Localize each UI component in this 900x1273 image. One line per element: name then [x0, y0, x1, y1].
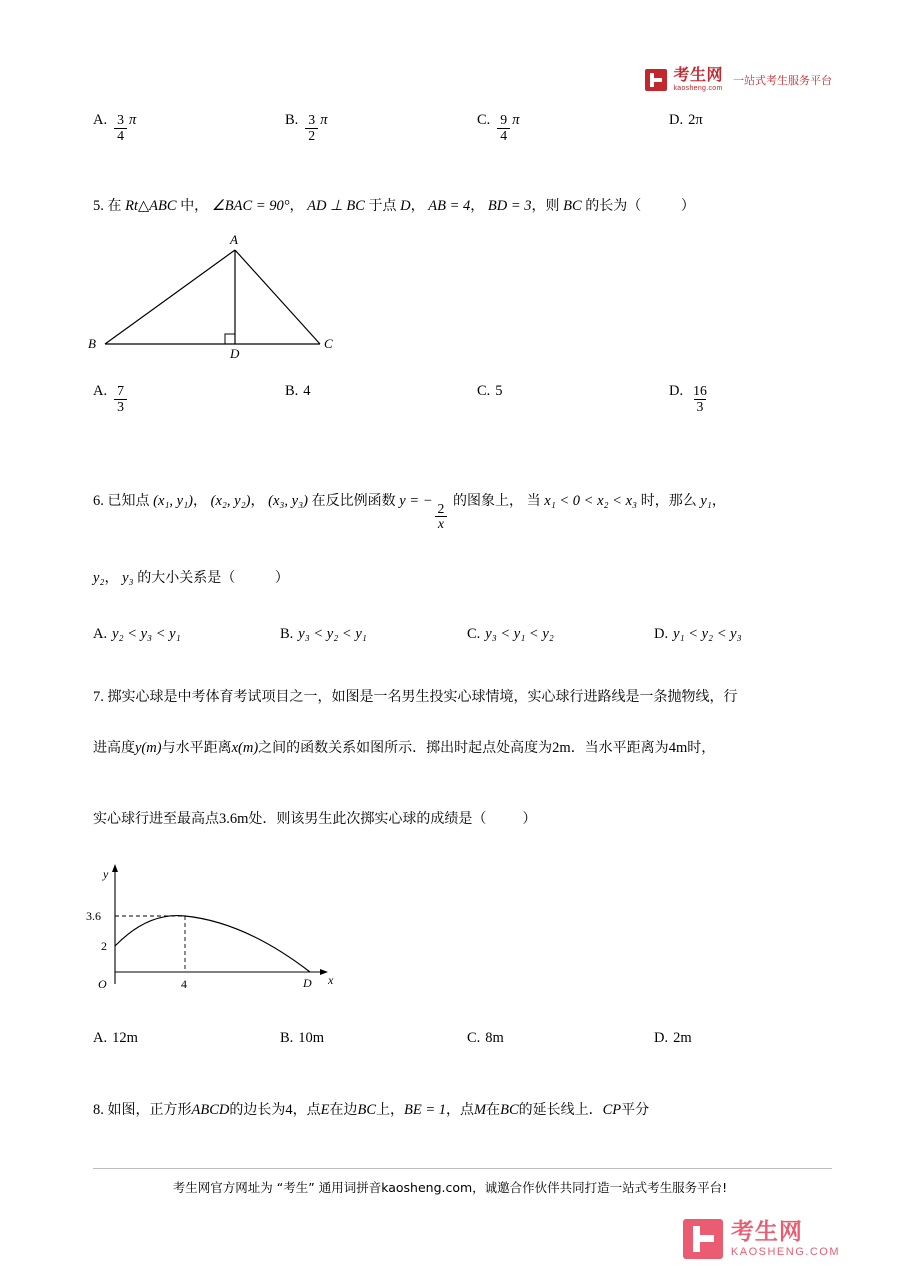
- q5-option-d-den: 3: [694, 399, 707, 415]
- q6-stem: [93, 487, 863, 532]
- watermark-mark-icon: [683, 1219, 723, 1259]
- svg-text:A: A: [230, 232, 238, 247]
- svg-text:C: C: [324, 336, 333, 351]
- q6-condition: x₁ < 0 < x₂ < x₃: [544, 493, 638, 509]
- q6-formula-lead: y = −: [399, 493, 433, 509]
- q5-comma-4: ，则: [531, 198, 560, 214]
- q6-comma-2: ，: [250, 493, 265, 509]
- q5-number: 5.: [93, 198, 104, 214]
- q5-option-b-label: B.: [285, 383, 299, 399]
- q6-number: 6.: [93, 493, 104, 509]
- q7-option-c-label: C.: [467, 1030, 481, 1046]
- svg-text:3.6: 3.6: [86, 909, 101, 923]
- q5-option-d-num: 16: [693, 383, 707, 398]
- footer-text: 考生网官方网址为 “考生” 通用词拼音kaosheng.com，诚邀合作伙伴共同打造一站式考生服务平台!: [172, 1180, 728, 1195]
- q4-option-a-fraction: [114, 113, 127, 144]
- q5-option-a[interactable]: [93, 383, 285, 415]
- q6-option-d-value: y₁ < y₂ < y₃: [673, 626, 742, 642]
- q5-option-b-value: 4: [303, 383, 311, 399]
- q6-stem-cont: [93, 565, 863, 593]
- q6-formula-fraction: [435, 502, 448, 533]
- q6-option-d-label: D.: [654, 626, 669, 642]
- q7-line3-b: 处．则该男生此次掷实心球的成绩是（: [248, 811, 487, 827]
- q5-options-row: [93, 383, 857, 415]
- q6-paren-close: ）: [274, 570, 289, 586]
- q8-text-1: 如图，正方形: [107, 1102, 192, 1118]
- q6-formula-den: x: [435, 516, 447, 532]
- q6-point-1: (x₁, y₁): [153, 493, 193, 509]
- q5-comma-3: ，: [470, 198, 485, 214]
- q5-paren-close: ）: [680, 198, 695, 214]
- q4-option-b-num: 3: [308, 112, 316, 127]
- q5-figure: [80, 232, 340, 362]
- q6-option-c[interactable]: [467, 626, 654, 643]
- q4-option-b-fraction: [305, 113, 318, 144]
- q5-option-d-label: D.: [669, 383, 684, 399]
- q8-stem: [93, 1097, 868, 1125]
- q7-option-d-value: 2m: [673, 1030, 692, 1046]
- q7-option-a[interactable]: [93, 1030, 280, 1047]
- q6-comma-4: ，: [104, 570, 119, 586]
- q7-option-a-label: A.: [93, 1030, 108, 1046]
- q6-option-b-label: B.: [280, 626, 294, 642]
- q7-option-b[interactable]: [280, 1030, 467, 1047]
- q7-distance-4m: 4m: [668, 740, 688, 756]
- q7-option-b-label: B.: [280, 1030, 294, 1046]
- q7-x-unit: x(m): [231, 740, 259, 756]
- q8-point-m: M: [474, 1102, 487, 1118]
- svg-text:4: 4: [181, 977, 187, 991]
- q8-abcd: ABCD: [191, 1102, 230, 1118]
- logo-sub: kaosheng.com: [673, 84, 723, 92]
- q6-option-d[interactable]: [654, 626, 742, 643]
- q6-text-5: 时，那么: [640, 493, 697, 509]
- q7-number: 7.: [93, 689, 104, 705]
- q5-option-b[interactable]: [285, 383, 477, 415]
- q7-stem-line1: [93, 684, 868, 712]
- svg-text:D: D: [230, 346, 240, 361]
- q6-option-a-label: A.: [93, 626, 108, 642]
- q6-y1: y₁: [700, 493, 712, 509]
- q7-figure: [70, 856, 360, 996]
- q7-option-b-value: 10m: [298, 1030, 325, 1046]
- q4-option-d-label: D.: [669, 112, 684, 128]
- q6-option-b[interactable]: [280, 626, 467, 643]
- q4-option-d[interactable]: [669, 112, 703, 144]
- q5-text-4: 的长为（: [585, 198, 642, 214]
- q4-option-b[interactable]: [285, 112, 477, 144]
- q5-angle: ∠BAC = 90°: [211, 198, 290, 214]
- q5-triangle-svg: [80, 232, 340, 362]
- q5-comma-1: ，: [289, 198, 304, 214]
- q8-text-8: 的延长线上．: [518, 1102, 603, 1118]
- q7-option-d-label: D.: [654, 1030, 669, 1046]
- q8-bc: BC: [357, 1102, 376, 1118]
- svg-text:B: B: [88, 336, 96, 351]
- q8-bc-2: BC: [500, 1102, 519, 1118]
- q5-option-d[interactable]: [669, 383, 712, 415]
- q4-option-d-value: 2π: [688, 112, 703, 128]
- q4-option-a[interactable]: [93, 112, 285, 144]
- q6-option-c-value: y₃ < y₁ < y₂: [485, 626, 554, 642]
- q7-line2-f: 时，: [687, 740, 716, 756]
- logo-name: 考生网: [673, 67, 723, 84]
- q8-text-7: 在: [486, 1102, 501, 1118]
- q7-line3-a: 实心球行进至最高点: [93, 811, 219, 827]
- q7-max-height: 3.6m: [219, 811, 249, 827]
- q5-bd: BD = 3: [487, 198, 532, 214]
- q7-parabola-chart-svg: [70, 856, 360, 996]
- q5-text-3: 于点: [368, 198, 397, 214]
- q5-option-a-label: A.: [93, 383, 108, 399]
- q8-text-4: 在边: [329, 1102, 358, 1118]
- q7-stem-line2: [93, 735, 868, 763]
- q4-option-c-label: C.: [477, 112, 491, 128]
- q7-stem-line3: [93, 806, 868, 834]
- q8-text-2: 的边长为: [229, 1102, 286, 1118]
- kaosheng-logo: [645, 68, 832, 92]
- q5-option-c-label: C.: [477, 383, 491, 399]
- q8-point-e: E: [320, 1102, 330, 1118]
- q5-triangle-symbol: △: [138, 198, 150, 214]
- q6-option-a[interactable]: [93, 626, 280, 643]
- logo-text: [673, 68, 723, 92]
- q7-line-1: 掷实心球是中考体育考试项目之一，如图是一名男生投实心球情境，实心球行进路线是一条抛物线，行: [107, 689, 738, 705]
- q8-text-9: 平分: [621, 1102, 650, 1118]
- q6-text-6: 的大小关系是（: [137, 570, 236, 586]
- q8-text-3: ，点: [292, 1102, 321, 1118]
- q5-option-c-value: 5: [495, 383, 503, 399]
- watermark-sub: KAOSHENG.COM: [730, 1245, 840, 1258]
- q6-text-3: 的图象上，: [453, 493, 524, 509]
- q5-ab: AB = 4: [428, 198, 471, 214]
- q7-options-row: [93, 1030, 857, 1047]
- q6-comma-3: ，: [711, 493, 726, 509]
- q8-text-6: ，点: [446, 1102, 474, 1118]
- q4-options-row: [93, 112, 857, 144]
- q7-option-c[interactable]: [467, 1030, 654, 1047]
- q4-option-c-fraction: [497, 113, 510, 144]
- q4-option-a-label: A.: [93, 112, 108, 128]
- q5-comma-2: ，: [410, 198, 425, 214]
- q6-y3: y₃: [122, 570, 134, 586]
- q7-line2-b: 与水平距离: [161, 740, 232, 756]
- svg-text:O: O: [98, 977, 107, 991]
- svg-text:D: D: [303, 976, 312, 990]
- q6-text-2: 在反比例函数: [311, 493, 396, 509]
- q4-option-c-den: 4: [497, 128, 510, 144]
- q6-y2: y₂: [93, 570, 105, 586]
- q7-start-height: 2m: [552, 740, 571, 756]
- q5-abc: ABC: [149, 198, 177, 214]
- footer-watermark: [683, 1219, 840, 1259]
- q6-formula-num: 2: [437, 500, 445, 516]
- q5-text-2: 中，: [180, 198, 209, 214]
- q8-text-5: 上，: [376, 1102, 404, 1118]
- q6-options-row: [93, 626, 857, 643]
- watermark-text: [731, 1220, 840, 1257]
- q6-point-3: (x₃, y₃): [268, 493, 308, 509]
- q4-option-b-label: B.: [285, 112, 299, 128]
- q6-point-2: (x₂, y₂): [210, 493, 251, 509]
- q5-option-a-den: 3: [114, 399, 127, 415]
- q7-option-d[interactable]: [654, 1030, 692, 1047]
- q4-option-a-num: 3: [117, 112, 124, 127]
- q4-option-a-tail: π: [129, 112, 137, 128]
- svg-text:y: y: [103, 867, 109, 881]
- q6-comma-1: ，: [193, 493, 207, 509]
- q5-option-a-num: 7: [117, 383, 124, 398]
- logo-mark-icon: [645, 69, 667, 91]
- q8-side-length: 4: [285, 1102, 293, 1118]
- q6-text-4: 当: [526, 493, 541, 509]
- q5-option-d-fraction: [690, 384, 710, 415]
- q6-option-b-value: y₃ < y₂ < y₁: [298, 626, 367, 642]
- q8-cp: CP: [602, 1102, 622, 1118]
- q4-option-b-den: 2: [305, 128, 318, 144]
- q4-option-b-tail: π: [320, 112, 328, 128]
- q5-point-d: D: [400, 198, 411, 214]
- q7-line2-d: ．当水平距离为: [570, 740, 669, 756]
- q5-stem: [93, 193, 863, 221]
- q5-rt: Rt: [125, 198, 139, 214]
- q4-option-c[interactable]: [477, 112, 669, 144]
- q6-text-1: 已知点: [107, 493, 150, 509]
- footer-divider: [93, 1168, 832, 1169]
- q6-option-a-value: y₂ < y₃ < y₁: [112, 626, 181, 642]
- q7-line2-c: 之间的函数关系如图所示．掷出时起点处高度为: [258, 740, 553, 756]
- logo-slogan: 一站式考生服务平台: [733, 75, 832, 88]
- q7-paren-close: ）: [522, 811, 537, 827]
- q7-option-c-value: 8m: [485, 1030, 504, 1046]
- q7-line2-a: 进高度: [93, 740, 135, 756]
- q8-be: BE = 1: [404, 1102, 446, 1118]
- q5-bc: BC: [563, 198, 582, 214]
- q6-option-c-label: C.: [467, 626, 481, 642]
- q7-y-unit: y(m): [135, 740, 162, 756]
- watermark-name: 考生网: [730, 1219, 803, 1246]
- q4-option-c-num: 9: [500, 112, 508, 127]
- svg-text:2: 2: [101, 939, 107, 953]
- q5-option-a-fraction: [114, 384, 127, 415]
- q5-ad-perp-bc: AD ⊥ BC: [307, 198, 365, 214]
- q5-text-1: 在: [107, 198, 122, 214]
- q8-number: 8.: [93, 1102, 104, 1118]
- q4-option-a-den: 4: [114, 128, 127, 144]
- q4-option-c-tail: π: [512, 112, 520, 128]
- svg-text:x: x: [328, 973, 334, 987]
- q5-option-c[interactable]: [477, 383, 669, 415]
- q7-option-a-value: 12m: [112, 1030, 138, 1046]
